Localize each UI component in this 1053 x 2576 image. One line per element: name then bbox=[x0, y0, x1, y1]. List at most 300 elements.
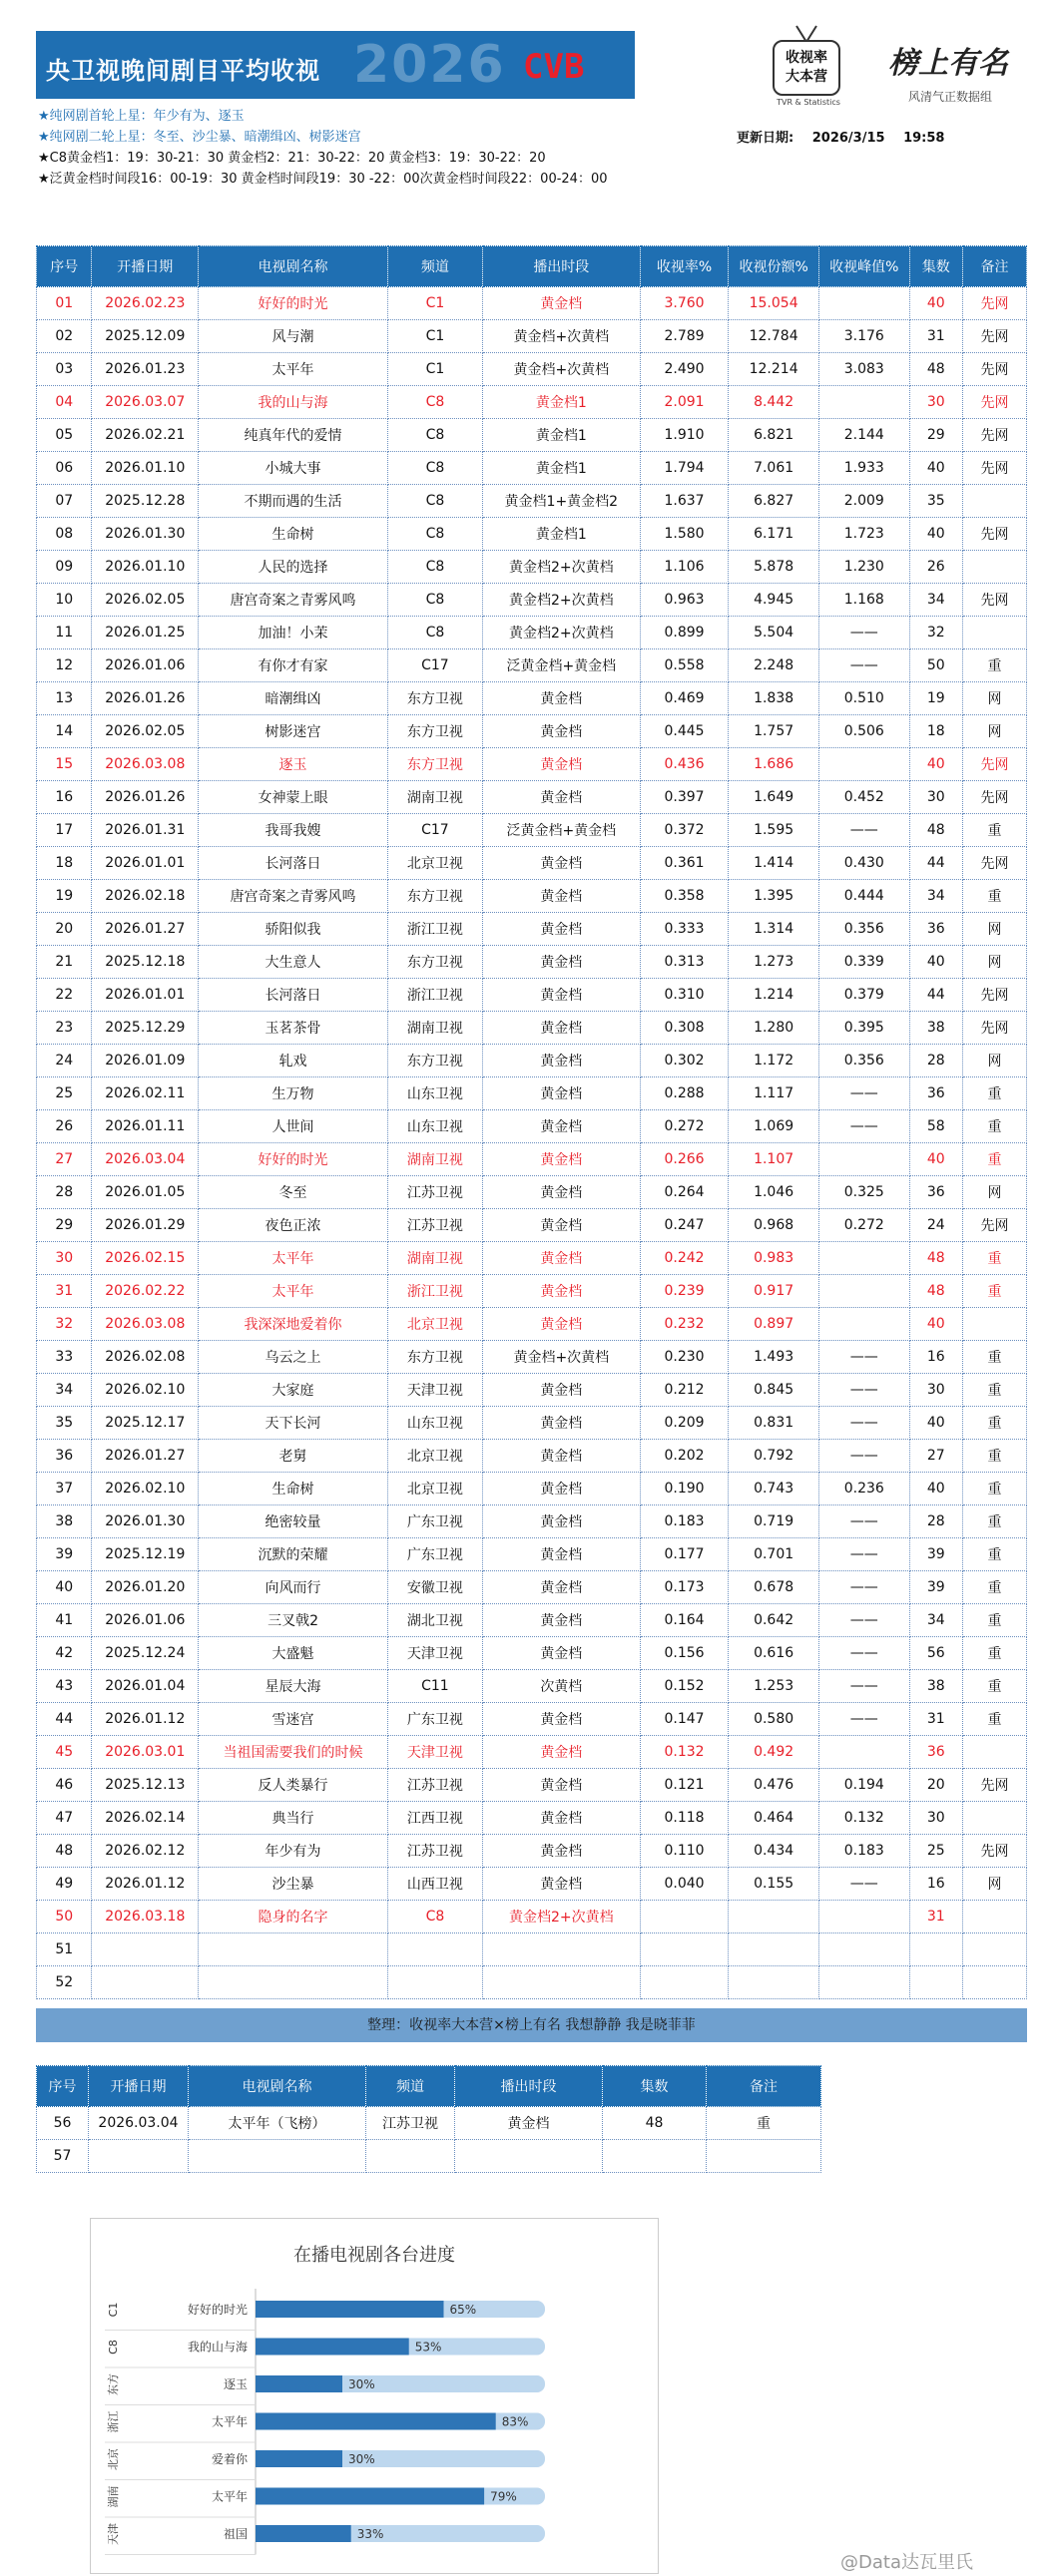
cell-slot: 黄金档 bbox=[482, 1637, 640, 1670]
cell-share: 4.945 bbox=[729, 584, 819, 617]
cell-title: 太平年 bbox=[199, 1242, 388, 1275]
cell-title: 生命树 bbox=[199, 1473, 388, 1505]
cell-remark: 先网 bbox=[962, 1012, 1026, 1045]
cell-seq: 25 bbox=[37, 1077, 92, 1110]
update-time: 19:58 bbox=[903, 131, 945, 146]
table-row bbox=[37, 1604, 1027, 1637]
cell-share: 5.878 bbox=[729, 551, 819, 584]
cell-slot: 黄金档1 bbox=[482, 386, 640, 419]
cell-rating bbox=[640, 1901, 729, 1933]
cell-seq: 26 bbox=[37, 1110, 92, 1143]
cell-slot: 黄金档 bbox=[482, 1012, 640, 1045]
cell-title: 向风而行 bbox=[199, 1571, 388, 1604]
group-label: C8 bbox=[107, 2340, 120, 2355]
cell-share: 1.493 bbox=[729, 1341, 819, 1374]
cell-share: 2.248 bbox=[729, 649, 819, 682]
cell-peak: 0.272 bbox=[818, 1209, 909, 1242]
table-row bbox=[37, 2140, 821, 2173]
cell-slot: 黄金档 bbox=[482, 880, 640, 913]
cell-date: 2025.12.19 bbox=[92, 1538, 199, 1571]
cell-title: 女神蒙上眼 bbox=[199, 781, 388, 814]
cell-channel: 广东卫视 bbox=[387, 1703, 482, 1736]
cell-peak: —— bbox=[818, 1703, 909, 1736]
cell-channel: 广东卫视 bbox=[387, 1538, 482, 1571]
cell-channel: 东方卫视 bbox=[387, 682, 482, 715]
bar-value-label: 33% bbox=[356, 2527, 384, 2541]
cell-remark bbox=[962, 1308, 1026, 1341]
cell-seq: 14 bbox=[37, 715, 92, 748]
cell-share: 1.273 bbox=[729, 946, 819, 979]
cell-episodes: 16 bbox=[909, 1868, 962, 1901]
cell-peak: 1.168 bbox=[818, 584, 909, 617]
cell-title: 人世间 bbox=[199, 1110, 388, 1143]
category-label: 逐玉 bbox=[223, 2377, 248, 2391]
cell-slot bbox=[455, 2140, 603, 2173]
cell-date: 2026.01.31 bbox=[92, 814, 199, 847]
cell-slot: 黄金档1+黄金档2 bbox=[482, 485, 640, 518]
cell-title: 暗潮缉凶 bbox=[199, 682, 388, 715]
cell-share: 8.442 bbox=[729, 386, 819, 419]
cell-seq: 49 bbox=[37, 1868, 92, 1901]
cell-peak: 0.430 bbox=[818, 847, 909, 880]
cell-episodes: 48 bbox=[909, 1242, 962, 1275]
cell-share: 1.172 bbox=[729, 1045, 819, 1077]
table-row bbox=[37, 1440, 1027, 1473]
cell-episodes: 31 bbox=[909, 1901, 962, 1933]
table-row bbox=[37, 353, 1027, 386]
cell-channel: 天津卫视 bbox=[387, 1736, 482, 1769]
cell-title bbox=[199, 1966, 388, 1999]
table-row bbox=[37, 979, 1027, 1012]
cell-date: 2025.12.29 bbox=[92, 1012, 199, 1045]
cell-seq: 34 bbox=[37, 1374, 92, 1407]
table-row bbox=[37, 1703, 1027, 1736]
cell-remark: 先网 bbox=[962, 320, 1026, 353]
table-row bbox=[37, 1868, 1027, 1901]
table-row bbox=[37, 847, 1027, 880]
cell-slot: 黄金档 bbox=[482, 1374, 640, 1407]
table-row bbox=[37, 1308, 1027, 1341]
notes bbox=[38, 106, 608, 190]
table-row bbox=[37, 1275, 1027, 1308]
table-row bbox=[37, 1736, 1027, 1769]
cell-title: 长河落日 bbox=[199, 979, 388, 1012]
cell-seq: 09 bbox=[37, 551, 92, 584]
column-header: 电视剧名称 bbox=[199, 246, 388, 287]
cell-remark bbox=[962, 1901, 1026, 1933]
cell-channel: 江苏卫视 bbox=[366, 2107, 455, 2140]
cell-peak bbox=[818, 1275, 909, 1308]
table-header-row bbox=[37, 2066, 821, 2107]
cell-slot: 泛黄金档+黄金档 bbox=[482, 649, 640, 682]
cell-seq: 04 bbox=[37, 386, 92, 419]
cell-seq: 20 bbox=[37, 913, 92, 946]
bar-progress bbox=[256, 2301, 444, 2318]
table-row bbox=[37, 1374, 1027, 1407]
cell-remark: 网 bbox=[962, 1176, 1026, 1209]
cell-rating: 2.789 bbox=[640, 320, 729, 353]
cell-seq: 32 bbox=[37, 1308, 92, 1341]
cell-episodes: 31 bbox=[909, 1703, 962, 1736]
cell-peak bbox=[818, 1736, 909, 1769]
cell-channel bbox=[366, 2140, 455, 2173]
cell-title: 雪迷宫 bbox=[199, 1703, 388, 1736]
cell-rating: 0.372 bbox=[640, 814, 729, 847]
cell-title: 轧戏 bbox=[199, 1045, 388, 1077]
bar-progress bbox=[256, 2525, 351, 2542]
header-year: 2026 bbox=[353, 35, 506, 95]
cell-share: 1.117 bbox=[729, 1077, 819, 1110]
cell-rating: 2.490 bbox=[640, 353, 729, 386]
cell-slot: 黄金档2+次黄档 bbox=[482, 551, 640, 584]
cell-remark: 先网 bbox=[962, 748, 1026, 781]
cell-seq: 21 bbox=[37, 946, 92, 979]
cell-remark: 重 bbox=[962, 1077, 1026, 1110]
cell-remark bbox=[962, 1802, 1026, 1835]
table-row bbox=[37, 1407, 1027, 1440]
cell-peak: 3.176 bbox=[818, 320, 909, 353]
cell-date: 2026.03.04 bbox=[92, 1143, 199, 1176]
ratings-table bbox=[36, 245, 1027, 1999]
cell-channel: 东方卫视 bbox=[387, 748, 482, 781]
cell-peak: 0.325 bbox=[818, 1176, 909, 1209]
cell-date: 2026.02.05 bbox=[92, 715, 199, 748]
cell-peak: 0.194 bbox=[818, 1769, 909, 1802]
cell-rating: 0.899 bbox=[640, 617, 729, 649]
category-label: 我的山与海 bbox=[187, 2340, 248, 2355]
cell-rating: 0.272 bbox=[640, 1110, 729, 1143]
cell-date: 2025.12.13 bbox=[92, 1769, 199, 1802]
cell-peak: —— bbox=[818, 1077, 909, 1110]
cell-title: 不期而遇的生活 bbox=[199, 485, 388, 518]
cell-remark: 网 bbox=[962, 682, 1026, 715]
table-row bbox=[37, 1143, 1027, 1176]
cell-rating: 0.288 bbox=[640, 1077, 729, 1110]
cell-rating: 0.302 bbox=[640, 1045, 729, 1077]
cell-channel: 北京卫视 bbox=[387, 847, 482, 880]
cell-peak: 0.444 bbox=[818, 880, 909, 913]
cell-slot: 黄金档 bbox=[482, 1473, 640, 1505]
cell-peak: 1.723 bbox=[818, 518, 909, 551]
cell-title: 风与潮 bbox=[199, 320, 388, 353]
cell-remark: 重 bbox=[962, 1473, 1026, 1505]
cell-seq: 16 bbox=[37, 781, 92, 814]
cell-channel: 浙江卫视 bbox=[387, 913, 482, 946]
cell-rating: 0.209 bbox=[640, 1407, 729, 1440]
tvr-logo-sub: TVR & Statistics bbox=[777, 98, 840, 107]
table-row bbox=[37, 551, 1027, 584]
cell-episodes: 18 bbox=[909, 715, 962, 748]
table-row bbox=[37, 1538, 1027, 1571]
cell-episodes: 32 bbox=[909, 617, 962, 649]
cell-rating: 0.147 bbox=[640, 1703, 729, 1736]
cell-date bbox=[92, 1966, 199, 1999]
table-row bbox=[37, 1176, 1027, 1209]
cell-channel bbox=[387, 1933, 482, 1966]
cell-seq: 50 bbox=[37, 1901, 92, 1933]
cell-remark: 重 bbox=[707, 2107, 821, 2140]
cell-slot: 黄金档2+次黄档 bbox=[482, 617, 640, 649]
cell-seq: 13 bbox=[37, 682, 92, 715]
table-row bbox=[37, 419, 1027, 452]
update-date: 2026/3/15 bbox=[811, 131, 885, 146]
cell-title: 年少有为 bbox=[199, 1835, 388, 1868]
cell-share: 15.054 bbox=[729, 287, 819, 320]
cell-channel: 浙江卫视 bbox=[387, 979, 482, 1012]
cell-channel: C11 bbox=[387, 1670, 482, 1703]
cell-peak: —— bbox=[818, 1604, 909, 1637]
bar-value-label: 83% bbox=[501, 2414, 529, 2429]
category-label: 爱着你 bbox=[211, 2452, 248, 2466]
cell-rating: 0.040 bbox=[640, 1868, 729, 1901]
cell-channel: C8 bbox=[387, 386, 482, 419]
cell-date: 2026.02.15 bbox=[92, 1242, 199, 1275]
cell-channel: 湖南卫视 bbox=[387, 1012, 482, 1045]
cell-remark: 网 bbox=[962, 1045, 1026, 1077]
cell-date: 2026.02.10 bbox=[92, 1473, 199, 1505]
cell-title: 太平年 bbox=[199, 1275, 388, 1308]
cell-date: 2026.03.01 bbox=[92, 1736, 199, 1769]
update-label: 更新日期: bbox=[737, 131, 794, 146]
cell-episodes: 50 bbox=[909, 649, 962, 682]
cell-rating: 0.230 bbox=[640, 1341, 729, 1374]
cell-seq: 42 bbox=[37, 1637, 92, 1670]
cell-rating: 0.232 bbox=[640, 1308, 729, 1341]
cell-remark: 先网 bbox=[962, 386, 1026, 419]
cell-slot: 黄金档 bbox=[482, 1275, 640, 1308]
cell-date: 2026.02.11 bbox=[92, 1077, 199, 1110]
cell-date bbox=[92, 1933, 199, 1966]
cell-seq: 18 bbox=[37, 847, 92, 880]
cell-slot: 黄金档 bbox=[482, 1538, 640, 1571]
cell-episodes: 28 bbox=[909, 1045, 962, 1077]
brand-logo-mark: 榜上有名 bbox=[888, 46, 1008, 81]
cell-title: 我哥我嫂 bbox=[199, 814, 388, 847]
cell-channel: 江西卫视 bbox=[387, 1802, 482, 1835]
cell-episodes: 44 bbox=[909, 847, 962, 880]
cell-date: 2026.01.04 bbox=[92, 1670, 199, 1703]
cell-episodes: 40 bbox=[909, 452, 962, 485]
cell-episodes: 35 bbox=[909, 485, 962, 518]
column-header: 收视峰值% bbox=[818, 246, 909, 287]
cell-share: 0.719 bbox=[729, 1505, 819, 1538]
cell-seq: 07 bbox=[37, 485, 92, 518]
cell-channel: 安徽卫视 bbox=[387, 1571, 482, 1604]
cell-channel: 江苏卫视 bbox=[387, 1835, 482, 1868]
cell-title: 乌云之上 bbox=[199, 1341, 388, 1374]
bar-progress bbox=[256, 2339, 409, 2356]
bar-value-label: 79% bbox=[490, 2489, 517, 2504]
cell-date: 2026.03.08 bbox=[92, 748, 199, 781]
cell-date: 2026.02.21 bbox=[92, 419, 199, 452]
cell-share: 0.678 bbox=[729, 1571, 819, 1604]
cell-episodes: 38 bbox=[909, 1670, 962, 1703]
bar-progress bbox=[256, 2450, 342, 2467]
cell-peak bbox=[818, 1143, 909, 1176]
cell-remark bbox=[962, 1933, 1026, 1966]
cell-rating: 0.177 bbox=[640, 1538, 729, 1571]
cell-date: 2026.03.08 bbox=[92, 1308, 199, 1341]
cell-title: 天下长河 bbox=[199, 1407, 388, 1440]
cell-channel: 湖南卫视 bbox=[387, 1242, 482, 1275]
bar-progress bbox=[256, 2488, 484, 2505]
cell-remark: 重 bbox=[962, 1407, 1026, 1440]
cell-episodes: 36 bbox=[909, 1736, 962, 1769]
table-row bbox=[37, 485, 1027, 518]
cell-rating: 0.156 bbox=[640, 1637, 729, 1670]
cell-share: 5.504 bbox=[729, 617, 819, 649]
cell-seq: 39 bbox=[37, 1538, 92, 1571]
cell-channel: 东方卫视 bbox=[387, 1045, 482, 1077]
cell-seq: 45 bbox=[37, 1736, 92, 1769]
cell-share: 1.838 bbox=[729, 682, 819, 715]
cell-episodes: 39 bbox=[909, 1571, 962, 1604]
cell-share: 6.821 bbox=[729, 419, 819, 452]
cell-remark: 网 bbox=[962, 1868, 1026, 1901]
cell-share: 0.580 bbox=[729, 1703, 819, 1736]
cell-title: 三叉戟2 bbox=[199, 1604, 388, 1637]
note-line: ★纯网剧二轮上星：冬至、沙尘暴、暗潮缉凶、树影迷宫 bbox=[38, 130, 361, 145]
group-label: C1 bbox=[107, 2302, 120, 2318]
cell-remark: 重 bbox=[962, 1341, 1026, 1374]
cell-rating: 0.173 bbox=[640, 1571, 729, 1604]
cell-rating: 2.091 bbox=[640, 386, 729, 419]
cell-peak: 0.395 bbox=[818, 1012, 909, 1045]
cell-peak bbox=[818, 1966, 909, 1999]
cell-share: 1.107 bbox=[729, 1143, 819, 1176]
bar-value-label: 53% bbox=[414, 2340, 442, 2355]
cell-slot: 黄金档 bbox=[482, 1802, 640, 1835]
cell-title: 纯真年代的爱情 bbox=[199, 419, 388, 452]
cell-share: 0.155 bbox=[729, 1868, 819, 1901]
cell-share: 1.069 bbox=[729, 1110, 819, 1143]
cell-share: 0.464 bbox=[729, 1802, 819, 1835]
cell-channel: 浙江卫视 bbox=[387, 1275, 482, 1308]
cell-seq: 08 bbox=[37, 518, 92, 551]
group-label: 浙江 bbox=[107, 2410, 120, 2433]
cell-remark bbox=[962, 1736, 1026, 1769]
progress-chart-svg bbox=[91, 2219, 658, 2573]
cell-remark: 重 bbox=[962, 1143, 1026, 1176]
cell-date: 2026.01.27 bbox=[92, 913, 199, 946]
cell-peak: —— bbox=[818, 1440, 909, 1473]
cell-peak: 0.183 bbox=[818, 1835, 909, 1868]
table-row bbox=[37, 1012, 1027, 1045]
header-banner bbox=[36, 31, 635, 99]
cell-seq: 57 bbox=[37, 2140, 89, 2173]
cell-rating: 0.361 bbox=[640, 847, 729, 880]
cell-channel: 湖南卫视 bbox=[387, 781, 482, 814]
cell-slot: 黄金档 bbox=[482, 1143, 640, 1176]
cell-date: 2026.01.25 bbox=[92, 617, 199, 649]
cell-slot: 黄金档 bbox=[482, 748, 640, 781]
table-row bbox=[37, 946, 1027, 979]
cell-seq: 02 bbox=[37, 320, 92, 353]
cell-share: 1.649 bbox=[729, 781, 819, 814]
bar-progress bbox=[256, 2413, 496, 2430]
cell-seq: 43 bbox=[37, 1670, 92, 1703]
column-header: 开播日期 bbox=[92, 246, 199, 287]
cell-channel: C1 bbox=[387, 353, 482, 386]
cell-remark: 先网 bbox=[962, 353, 1026, 386]
table-row bbox=[37, 386, 1027, 419]
cell-peak: —— bbox=[818, 1110, 909, 1143]
table-row bbox=[37, 2107, 821, 2140]
cell-seq: 40 bbox=[37, 1571, 92, 1604]
cell-rating: 0.397 bbox=[640, 781, 729, 814]
cell-episodes bbox=[603, 2140, 707, 2173]
cell-date: 2026.02.18 bbox=[92, 880, 199, 913]
cell-seq: 01 bbox=[37, 287, 92, 320]
brand-logo-sub: 风清气正数据组 bbox=[908, 90, 993, 104]
cell-title: 加油！小茉 bbox=[199, 617, 388, 649]
cell-rating: 3.760 bbox=[640, 287, 729, 320]
cell-rating: 0.202 bbox=[640, 1440, 729, 1473]
cell-date: 2026.01.11 bbox=[92, 1110, 199, 1143]
cell-episodes: 30 bbox=[909, 1374, 962, 1407]
cell-channel: C8 bbox=[387, 617, 482, 649]
cell-date: 2026.01.01 bbox=[92, 979, 199, 1012]
cell-rating: 0.118 bbox=[640, 1802, 729, 1835]
cell-share: 0.701 bbox=[729, 1538, 819, 1571]
cell-seq: 12 bbox=[37, 649, 92, 682]
cell-title: 唐宫奇案之青雾风鸣 bbox=[199, 584, 388, 617]
cell-peak: 0.132 bbox=[818, 1802, 909, 1835]
cell-seq: 19 bbox=[37, 880, 92, 913]
cell-rating: 0.247 bbox=[640, 1209, 729, 1242]
cell-rating: 1.910 bbox=[640, 419, 729, 452]
cell-peak bbox=[818, 386, 909, 419]
cell-remark: 重 bbox=[962, 880, 1026, 913]
cell-seq: 44 bbox=[37, 1703, 92, 1736]
cell-slot: 次黄档 bbox=[482, 1670, 640, 1703]
cell-title: 长河落日 bbox=[199, 847, 388, 880]
cell-episodes: 30 bbox=[909, 1802, 962, 1835]
cell-peak: 3.083 bbox=[818, 353, 909, 386]
cell-share: 1.046 bbox=[729, 1176, 819, 1209]
header-edition: CVB bbox=[523, 47, 585, 87]
group-label: 湖南 bbox=[107, 2485, 120, 2508]
cell-slot: 黄金档 bbox=[482, 946, 640, 979]
cell-channel: 北京卫视 bbox=[387, 1308, 482, 1341]
cell-episodes: 48 bbox=[909, 353, 962, 386]
supplement-table bbox=[36, 2065, 821, 2173]
table-row bbox=[37, 748, 1027, 781]
category-label: 祖国 bbox=[223, 2527, 248, 2541]
bar-value-label: 65% bbox=[449, 2303, 477, 2317]
cell-slot: 黄金档+次黄档 bbox=[482, 320, 640, 353]
cell-rating: 0.121 bbox=[640, 1769, 729, 1802]
cell-peak: 0.506 bbox=[818, 715, 909, 748]
cell-seq: 15 bbox=[37, 748, 92, 781]
cell-peak: —— bbox=[818, 1407, 909, 1440]
cell-share bbox=[729, 1901, 819, 1933]
group-label: 北京 bbox=[107, 2448, 120, 2470]
cell-peak: —— bbox=[818, 1637, 909, 1670]
cell-rating: 0.963 bbox=[640, 584, 729, 617]
cell-channel: C8 bbox=[387, 584, 482, 617]
cell-remark: 重 bbox=[962, 1275, 1026, 1308]
cell-share: 1.686 bbox=[729, 748, 819, 781]
cell-remark: 先网 bbox=[962, 287, 1026, 320]
table-row bbox=[37, 649, 1027, 682]
table-row bbox=[37, 1473, 1027, 1505]
cell-episodes bbox=[909, 1966, 962, 1999]
cell-remark: 重 bbox=[962, 1110, 1026, 1143]
cell-share: 1.214 bbox=[729, 979, 819, 1012]
cell-share: 0.792 bbox=[729, 1440, 819, 1473]
table-row bbox=[37, 287, 1027, 320]
